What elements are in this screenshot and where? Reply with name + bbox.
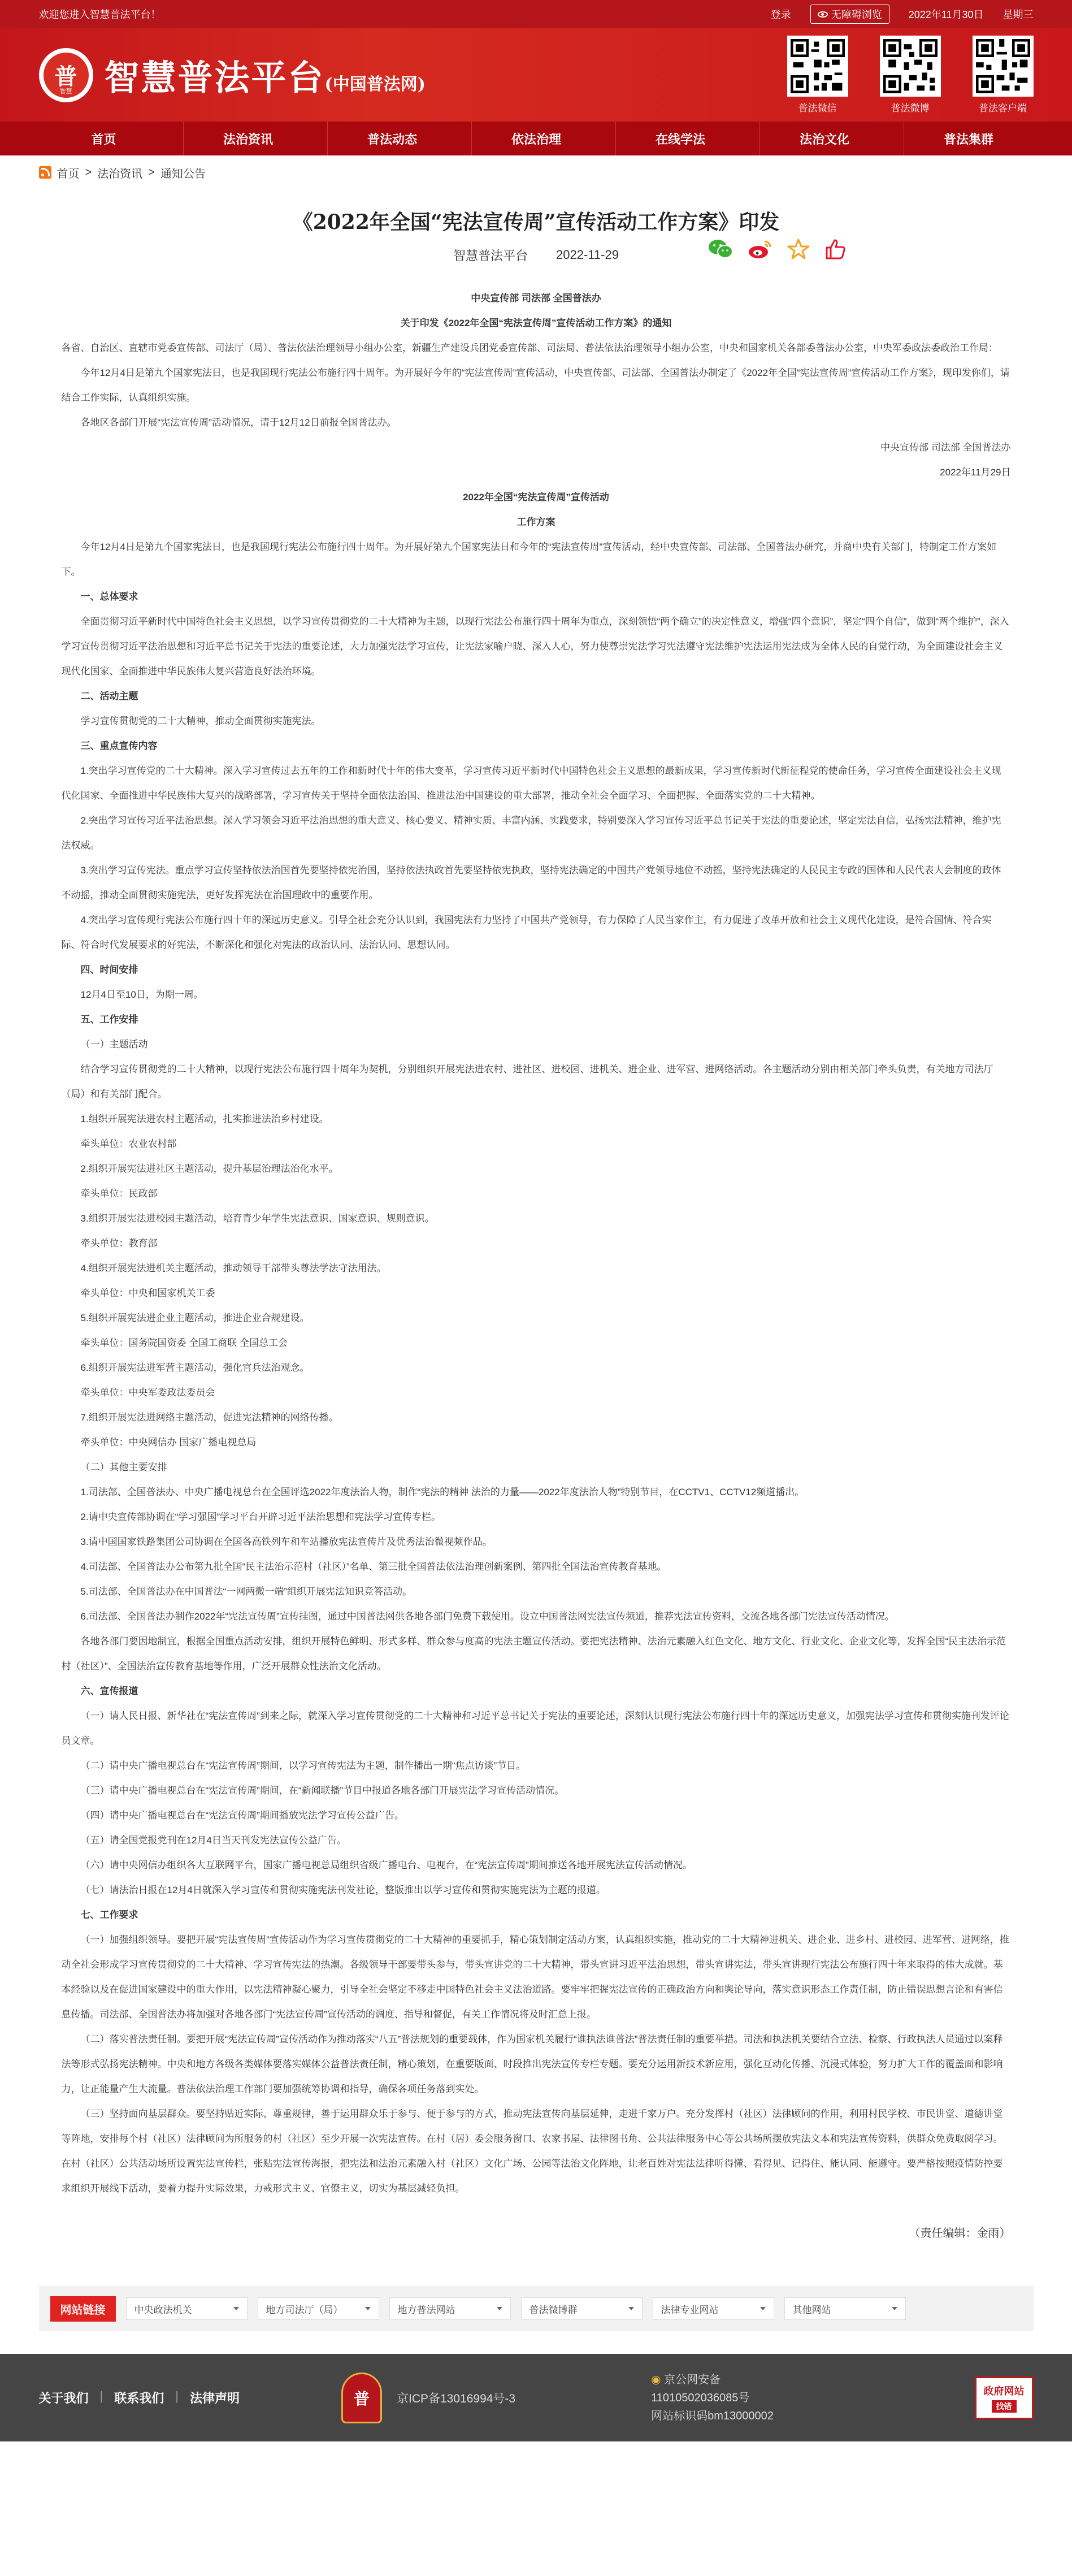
weibo-icon[interactable] xyxy=(748,239,772,263)
link-select-justice-dept[interactable] xyxy=(258,2297,379,2320)
nav-item-dynamics[interactable]: 普法动态 xyxy=(327,122,457,155)
article-paragraph: （三）坚持面向基层群众。要坚持贴近实际、尊重规律，善于运用群众乐于参与、便于参与的方式，推动宪法宣传向基层延伸，走进千家万户。充分发挥村（社区）法律顾问的作用，利用村民学校、市民讲堂、道德讲堂等阵地，安排每个村（社区）法律顾问为所服务的村（社区）至少开展一次宪法宣传。在村（居）委会服务窗口、农家书屋、法律图书角、公共法律服务中心等公共场所摆放宪法文本和宪法宣传资料，供群众免费取阅学习。在村（社区）公共活动场所设置宪法宣传栏，张贴宪法宣传海报，把宪法和法治元素融入村（社区）文化广场、公园等法治文化阵地，让老百姓对宪法法律听得懂、看得见、记得住、能认同、能遵守。要严格按照疫情防控要求组织开展线下活动，要着力提升实际效果，力戒形式主义、官僚主义，切实为基层减轻负担。 xyxy=(61,2109,1003,2194)
article-title: 《2022年全国“宪法宣传周”宣传活动工作方案》印发 xyxy=(292,210,780,234)
nav-item-cluster[interactable]: 普法集群 xyxy=(904,122,1034,155)
article-paragraph: 牵头单位：中央和国家机关工委 xyxy=(80,1288,215,1298)
main-nav xyxy=(0,122,1072,155)
article-paragraph: 牵头单位：民政部 xyxy=(80,1188,158,1199)
welcome-text: 欢迎您进入智慧普法平台！ xyxy=(38,9,161,20)
gov-title: 政府网站 xyxy=(983,2385,1025,2397)
article-paragraph: 牵头单位：中央网信办 国家广播电视总局 xyxy=(80,1437,257,1448)
article-paragraph: 一、总体要求 xyxy=(80,591,138,602)
qr-client[interactable] xyxy=(973,36,1034,114)
article-paragraph: 四、时间安排 xyxy=(80,964,138,975)
link-select-other[interactable] xyxy=(784,2297,906,2320)
site-title-suffix: (中国普法网) xyxy=(324,75,426,94)
article-paragraph: （四）请中央广播电视总台在“宪法宣传周”期间播放宪法学习宣传公益广告。 xyxy=(80,1810,404,1821)
select-value: 普法微博群 xyxy=(529,2304,578,2315)
accessibility-button[interactable] xyxy=(810,5,889,24)
select-value: 法律专业网站 xyxy=(661,2304,719,2315)
article-paragraph: （一）加强组织领导。要把开展“宪法宣传周”宣传活动作为学习宣传贯彻党的二十大精神的重要抓手，精心策划制定活动方案，认真组织实施，推动党的二十大精神进机关、进企业、进乡村、进校园、进军营、进网络，推动全社会形成学习宣传贯彻党的二十大精神、学习宣传宪法的热潮。各级领导干部要带头参与，带头宣讲党的二十大精神，带头宣讲习近平法治思想，带头宣讲宪法，带头宣讲现行宪法公布施行四十年来取得的伟大成就。基本经验以及在促进国家建设中的重大作用，以宪法精神凝心聚力，引导全社会坚定不移走中国特色社会主义法治道路。要牢牢把握宪法宣传的正确政治方向和舆论导向，落实意识形态工作责任制，防止错误思想言论和有害信息传播。司法部、全国普法办将加强对各地各部门“宪法宣传周”宣传活动的调度、指导和督促，有关工作情况将及时汇总上报。 xyxy=(61,1934,1009,2020)
article-paragraph: 各地区各部门开展“宪法宣传周”活动情况，请于12月12日前报全国普法办。 xyxy=(80,417,397,428)
site-id: 网站标识码bm13000002 xyxy=(651,2409,774,2422)
article-paragraph: 5.组织开展宪法进企业主题活动，推进企业合规建设。 xyxy=(80,1313,310,1323)
footer-separator: | xyxy=(99,2389,103,2403)
article-paragraph: 工作方案 xyxy=(517,517,555,527)
article-paragraph: （六）请中央网信办组织各大互联网平台，国家广播电视总局组织省级广播电台、电视台，在“宪法宣传周”期间推送各地开展宪法宣传活动情况。 xyxy=(80,1860,692,1871)
article-paragraph: 2022年11月29日 xyxy=(940,467,1011,478)
article-paragraph: 牵头单位：农业农村部 xyxy=(80,1138,177,1149)
qr-label: 普法客户端 xyxy=(979,103,1027,114)
article-paragraph: 3.组织开展宪法进校园主题活动，培育青少年学生宪法意识、国家意识、规则意识。 xyxy=(80,1213,435,1224)
icp-number[interactable]: 京ICP备13016994号-3 xyxy=(396,2392,516,2405)
gov-sub: 找错 xyxy=(992,2400,1017,2413)
article-paragraph: 学习宣传贯彻党的二十大精神，推动全面贯彻实施宪法。 xyxy=(80,716,321,726)
article-body xyxy=(39,275,1034,2201)
qr-weibo[interactable] xyxy=(880,36,941,114)
article-paragraph: 4.突出学习宣传现行宪法公布施行四十年的深远历史意义。引导全社会充分认识到，我国宪法有力坚持了中国共产党领导，有力保障了人民当家作主，有力促进了改革开放和社会主义现代化建设，是符合国情、符合实际、符合时代发展要求的好宪法，不断深化和强化对宪法的政治认同、法治认同、思想认同。 xyxy=(61,915,992,950)
article-paragraph: 3.请中国国家铁路集团公司协调在全国各高铁列车和车站播放宪法宣传片及优秀法治微视频作品。 xyxy=(80,1536,492,1547)
article-paragraph: 五、工作安排 xyxy=(80,1014,138,1025)
site-links-label: 网站链接 xyxy=(50,2296,116,2322)
like-thumb-icon[interactable] xyxy=(824,239,847,263)
article-paragraph: 今年12月4日是第九个国家宪法日，也是我国现行宪法公布施行四十周年。为开展好第九个国家宪法日和今年的“宪法宣传周”宣传活动，经中央宣传部、司法部、全国普法办研究，并商中央有关部门，特制定工作方案如下。 xyxy=(61,542,997,577)
link-select-weibo[interactable] xyxy=(521,2297,643,2320)
eye-icon xyxy=(818,11,828,18)
link-select-legal[interactable] xyxy=(653,2297,774,2320)
site-header xyxy=(0,28,1072,122)
qr-code-icon xyxy=(880,36,941,97)
site-title xyxy=(105,50,426,100)
wechat-icon[interactable] xyxy=(708,239,733,263)
qr-label: 普法微信 xyxy=(798,103,837,114)
breadcrumb-separator: > xyxy=(85,166,92,179)
article-source: 智慧普法平台 xyxy=(453,248,528,263)
link-select-local-sites[interactable] xyxy=(389,2297,511,2320)
police-badge-icon: ◉ xyxy=(651,2373,661,2386)
qr-code-icon xyxy=(973,36,1034,97)
article-paragraph: 牵头单位：国务院国资委 全国工商联 全国总工会 xyxy=(80,1337,288,1348)
site-footer xyxy=(0,2354,1072,2441)
article-paragraph: 1.突出学习宣传党的二十大精神。深入学习宣传过去五年的工作和新时代十年的伟大变革，学习宣传习近平新时代中国特色社会主义思想的最新成果，学习宣传新时代新征程党的使命任务，学习宣传全面建设社会主义现代化国家、全面推进中华民族伟大复兴的战略部署，学习宣传关于坚持全面依法治国、推进法治中国建设的重大部署，推动全社会全面学习、全面把握、全面落实党的二十大精神。 xyxy=(61,765,1001,801)
chevron-down-icon xyxy=(233,2307,239,2310)
breadcrumb-current[interactable]: 通知公告 xyxy=(160,167,206,180)
article-paragraph: 牵头单位：中央军委政法委员会 xyxy=(80,1387,215,1398)
article-paragraph: 3.突出学习宣传宪法。重点学习宣传坚持依法治国首先要坚持依宪治国，坚持依法执政首先要坚持依宪执政，坚持宪法确定的中国共产党领导地位不动摇，坚持宪法确定的人民民主专政的国体和人民代表大会制度的政体不动摇，推动全面贯彻实施宪法，更好发挥宪法在治国理政中的重要作用。 xyxy=(61,865,1001,900)
article-paragraph: 六、宣传报道 xyxy=(80,1686,138,1696)
article-paragraph: 1.组织开展宪法进农村主题活动，扎实推进法治乡村建设。 xyxy=(80,1114,329,1124)
select-value: 中央政法机关 xyxy=(134,2304,192,2315)
article-paragraph: （五）请全国党报党刊在12月4日当天刊发宪法宣传公益广告。 xyxy=(80,1835,346,1846)
article-paragraph: 2.请中央宣传部协调在“学习强国”学习平台开辟习近平法治思想和宪法学习宣传专栏。 xyxy=(80,1512,441,1522)
article-date: 2022-11-29 xyxy=(556,248,619,262)
article xyxy=(39,206,1034,2263)
logo-seal: 普 xyxy=(44,53,89,98)
article-paragraph: 6.司法部、全国普法办制作2022年“宪法宣传周”宣传挂图，通过中国普法网供各地各部门免费下载使用。设立中国普法网宪法宣传频道，推荐宪法宣传资料，交流各地各部门宪法宣传活动情况。 xyxy=(80,1611,895,1622)
nav-item-home[interactable]: 首页 xyxy=(91,132,116,146)
qr-code-group xyxy=(787,36,1034,114)
footer-separator: | xyxy=(175,2389,179,2403)
article-paragraph: （一）主题活动 xyxy=(80,1039,148,1050)
nav-item-culture[interactable]: 法治文化 xyxy=(759,122,889,155)
article-paragraph: 6.组织开展宪法进军营主题活动，强化官兵法治观念。 xyxy=(80,1362,310,1373)
login-link[interactable]: 登录 xyxy=(770,9,791,20)
share-bar xyxy=(708,239,847,263)
qr-code-icon xyxy=(787,36,848,97)
party-badge-icon[interactable]: 普 xyxy=(341,2372,382,2423)
qr-wechat[interactable] xyxy=(787,36,848,114)
article-paragraph: 7.组织开展宪法进网络主题活动，促进宪法精神的网络传播。 xyxy=(80,1412,338,1423)
article-paragraph: 结合学习宣传贯彻党的二十大精神，以现行宪法公布施行四十周年为契机，分别组织开展宪法进农村、进社区、进校园、进机关、进企业、进军营、进网络活动。各主题活动分别由相关部门牵头负责，有关地方司法厅（局）和有关部门配合。 xyxy=(61,1064,993,1099)
select-value: 其他网站 xyxy=(792,2304,831,2315)
chevron-down-icon xyxy=(365,2307,371,2310)
site-logo[interactable] xyxy=(39,48,426,102)
article-paragraph: 三、重点宣传内容 xyxy=(80,741,158,751)
current-weekday: 星期三 xyxy=(1002,9,1034,20)
article-paragraph: 5.司法部、全国普法办在中国普法“一网两微一端”组织开展宪法知识竞答活动。 xyxy=(80,1586,412,1597)
nav-item-online-learning[interactable]: 在线学法 xyxy=(615,122,745,155)
article-paragraph: 4.司法部、全国普法办公布第九批全国“民主法治示范村（社区）”名单、第三批全国普法依法治理创新案例、第四批全国法治宣传教育基地。 xyxy=(80,1561,667,1572)
article-paragraph: 牵头单位：教育部 xyxy=(80,1238,158,1249)
article-editor: （责任编辑：金雨） xyxy=(909,2227,1011,2240)
article-paragraph: 2022年全国“宪法宣传周”宣传活动 xyxy=(463,492,609,503)
top-utility-bar xyxy=(0,0,1072,28)
gov-error-report-button[interactable] xyxy=(975,2376,1034,2419)
rss-icon xyxy=(39,166,51,179)
article-paragraph: 今年12月4日是第九个国家宪法日，也是我国现行宪法公布施行四十周年。为开展好今年的“宪法宣传周”宣传活动，中央宣传部、司法部、全国普法办制定了《2022年全国“宪法宣传周”宣传活动工作方案》，现印发你们，请结合工作实际，认真组织实施。 xyxy=(61,367,1010,403)
article-paragraph: 各地各部门要因地制宜，根据全国重点活动安排，组织开展特色鲜明、形式多样、群众参与度高的宪法主题宣传活动。要把宪法精神、法治元素融入红色文化、地方文化、行业文化、企业文化等，发挥全国“民主法治示范村（社区）”、全国法治宣传教育基地等作用，广泛开展群众性法治文化活动。 xyxy=(61,1636,1006,1672)
chevron-down-icon xyxy=(892,2307,897,2310)
article-paragraph: （二）其他主要安排 xyxy=(80,1462,167,1473)
qr-label: 普法微博 xyxy=(891,103,930,114)
article-paragraph: 中央宣传部 司法部 全国普法办 xyxy=(880,442,1011,453)
article-paragraph: 4.组织开展宪法进机关主题活动，推动领导干部带头尊法学法守法用法。 xyxy=(80,1263,387,1274)
logo-emblem xyxy=(39,48,93,102)
chevron-down-icon xyxy=(760,2307,766,2310)
accessibility-label: 无障碍浏览 xyxy=(831,9,882,20)
article-paragraph: （二）请中央广播电视总台在“宪法宣传周”期间，以学习宣传宪法为主题，制作播出一期“焦点访谈”节目。 xyxy=(80,1760,526,1771)
police-label: 京公网安备 xyxy=(664,2373,721,2386)
police-number[interactable]: 11010502036085号 xyxy=(651,2391,750,2404)
article-paragraph: （七）请法治日报在12月4日就深入学习宣传和贯彻实施宪法刊发社论，整版推出以学习宣传和贯彻实施宪法为主题的报道。 xyxy=(80,1885,606,1895)
breadcrumb-home[interactable]: 首页 xyxy=(57,167,80,180)
breadcrumb-separator: > xyxy=(148,166,155,179)
breadcrumb xyxy=(39,155,1034,189)
current-date: 2022年11月30日 xyxy=(908,9,984,20)
logo-sub-text: 智慧 xyxy=(59,88,72,95)
article-meta xyxy=(39,235,1034,275)
select-value: 地方普法网站 xyxy=(397,2304,455,2315)
breadcrumb-section[interactable]: 法治资讯 xyxy=(97,167,143,180)
article-paragraph: 1.司法部、全国普法办、中央广播电视总台在全国评选2022年度法治人物，制作“宪法的精神 法治的力量——2022年度法治人物”特别节目，在CCTV1、CCTV12频道播出。 xyxy=(80,1487,805,1497)
footer-contact-link[interactable]: 联系我们 xyxy=(114,2391,164,2405)
footer-legal-link[interactable]: 法律声明 xyxy=(189,2391,240,2405)
article-paragraph: （一）请人民日报、新华社在“宪法宣传周”到来之际，就深入学习宣传贯彻党的二十大精神和习近平总书记关于宪法的重要论述，深刻认识现行宪法公布施行四十年的深远历史意义，加强宪法学习宣传和贯彻实施刊发评论员文章。 xyxy=(61,1711,1009,1746)
article-paragraph: （三）请中央广播电视总台在“宪法宣传周”期间，在“新闻联播”节目中报道各地各部门开展宪法学习宣传活动情况。 xyxy=(80,1785,565,1796)
favorite-star-icon[interactable] xyxy=(787,239,810,263)
article-paragraph: 2.组织开展宪法进社区主题活动，提升基层治理法治化水平。 xyxy=(80,1163,338,1174)
chevron-down-icon xyxy=(628,2307,634,2310)
article-paragraph: 各省、自治区、直辖市党委宣传部、司法厅（局）、普法依法治理领导小组办公室，新疆生产建设兵团党委宣传部、司法局、普法依法治理领导小组办公室，中央和国家机关各部委普法办公室，中央军委政法委政治工作局： xyxy=(61,343,998,353)
chevron-down-icon xyxy=(497,2307,502,2310)
article-paragraph: 全面贯彻习近平新时代中国特色社会主义思想，以学习宣传贯彻党的二十大精神为主题，以现行宪法公布施行四十周年为重点，深刻领悟“两个确立”的决定性意义，增强“四个意识”，坚定“四个自信”，做到“两个维护”，深入学习宣传贯彻习近平法治思想和习近平总书记关于宪法的重要论述，大力加强宪法学习宣传，让宪法家喻户晓、深入人心，努力使尊崇宪法学习宪法遵守宪法维护宪法运用宪法成为全体人民的自觉行动，为全面建设社会主义现代化国家、全面推进中华民族伟大复兴营造良好法治环境。 xyxy=(61,616,1009,677)
article-paragraph: 中央宣传部 司法部 全国普法办 xyxy=(471,293,601,304)
footer-about-link[interactable]: 关于我们 xyxy=(38,2391,89,2405)
police-record xyxy=(651,2371,774,2425)
link-select-central[interactable] xyxy=(126,2297,248,2320)
footer-links xyxy=(39,2389,240,2406)
article-paragraph: （二）落实普法责任制。要把开展“宪法宣传周”宣传活动作为推动落实“八五”普法规划的重要载体，作为国家机关履行“谁执法谁普法”普法责任制的重要举措。司法和执法机关要结合立法、检察、行政执法人员通过以案释法等形式弘扬宪法精神。中央和地方各级各类媒体要落实媒体公益普法责任制，精心策划，在重要版面、时段推出宪法宣传专栏专题。要充分运用新技术新应用，强化互动化传播、沉浸式体验，努力扩大工作的覆盖面和影响力，让正能量产生大流量。普法依法治理工作部门要加强统筹协调和指导，确保各项任务落到实处。 xyxy=(61,2034,1003,2094)
article-paragraph: 七、工作要求 xyxy=(80,1910,138,1920)
article-paragraph: 二、活动主题 xyxy=(80,691,138,702)
select-value: 地方司法厅（局） xyxy=(266,2304,343,2315)
article-paragraph: 2.突出学习宣传习近平法治思想。深入学习领会习近平法治思想的重大意义、核心要义、精神实质、丰富内涵、实践要求，特别要深入学习宣传习近平总书记关于宪法的重要论述，坚定宪法自信，弘扬宪法精神，维护宪法权威。 xyxy=(61,815,1001,851)
site-title-main: 智慧普法平台 xyxy=(104,57,325,98)
nav-item-governance[interactable]: 依法治理 xyxy=(471,122,601,155)
nav-item-news[interactable]: 法治资讯 xyxy=(183,122,313,155)
site-links-bar xyxy=(39,2286,1034,2331)
article-paragraph: 关于印发《2022年全国“宪法宣传周”宣传活动工作方案》的通知 xyxy=(400,318,672,328)
article-paragraph: 12月4日至10日，为期一周。 xyxy=(80,989,203,1000)
